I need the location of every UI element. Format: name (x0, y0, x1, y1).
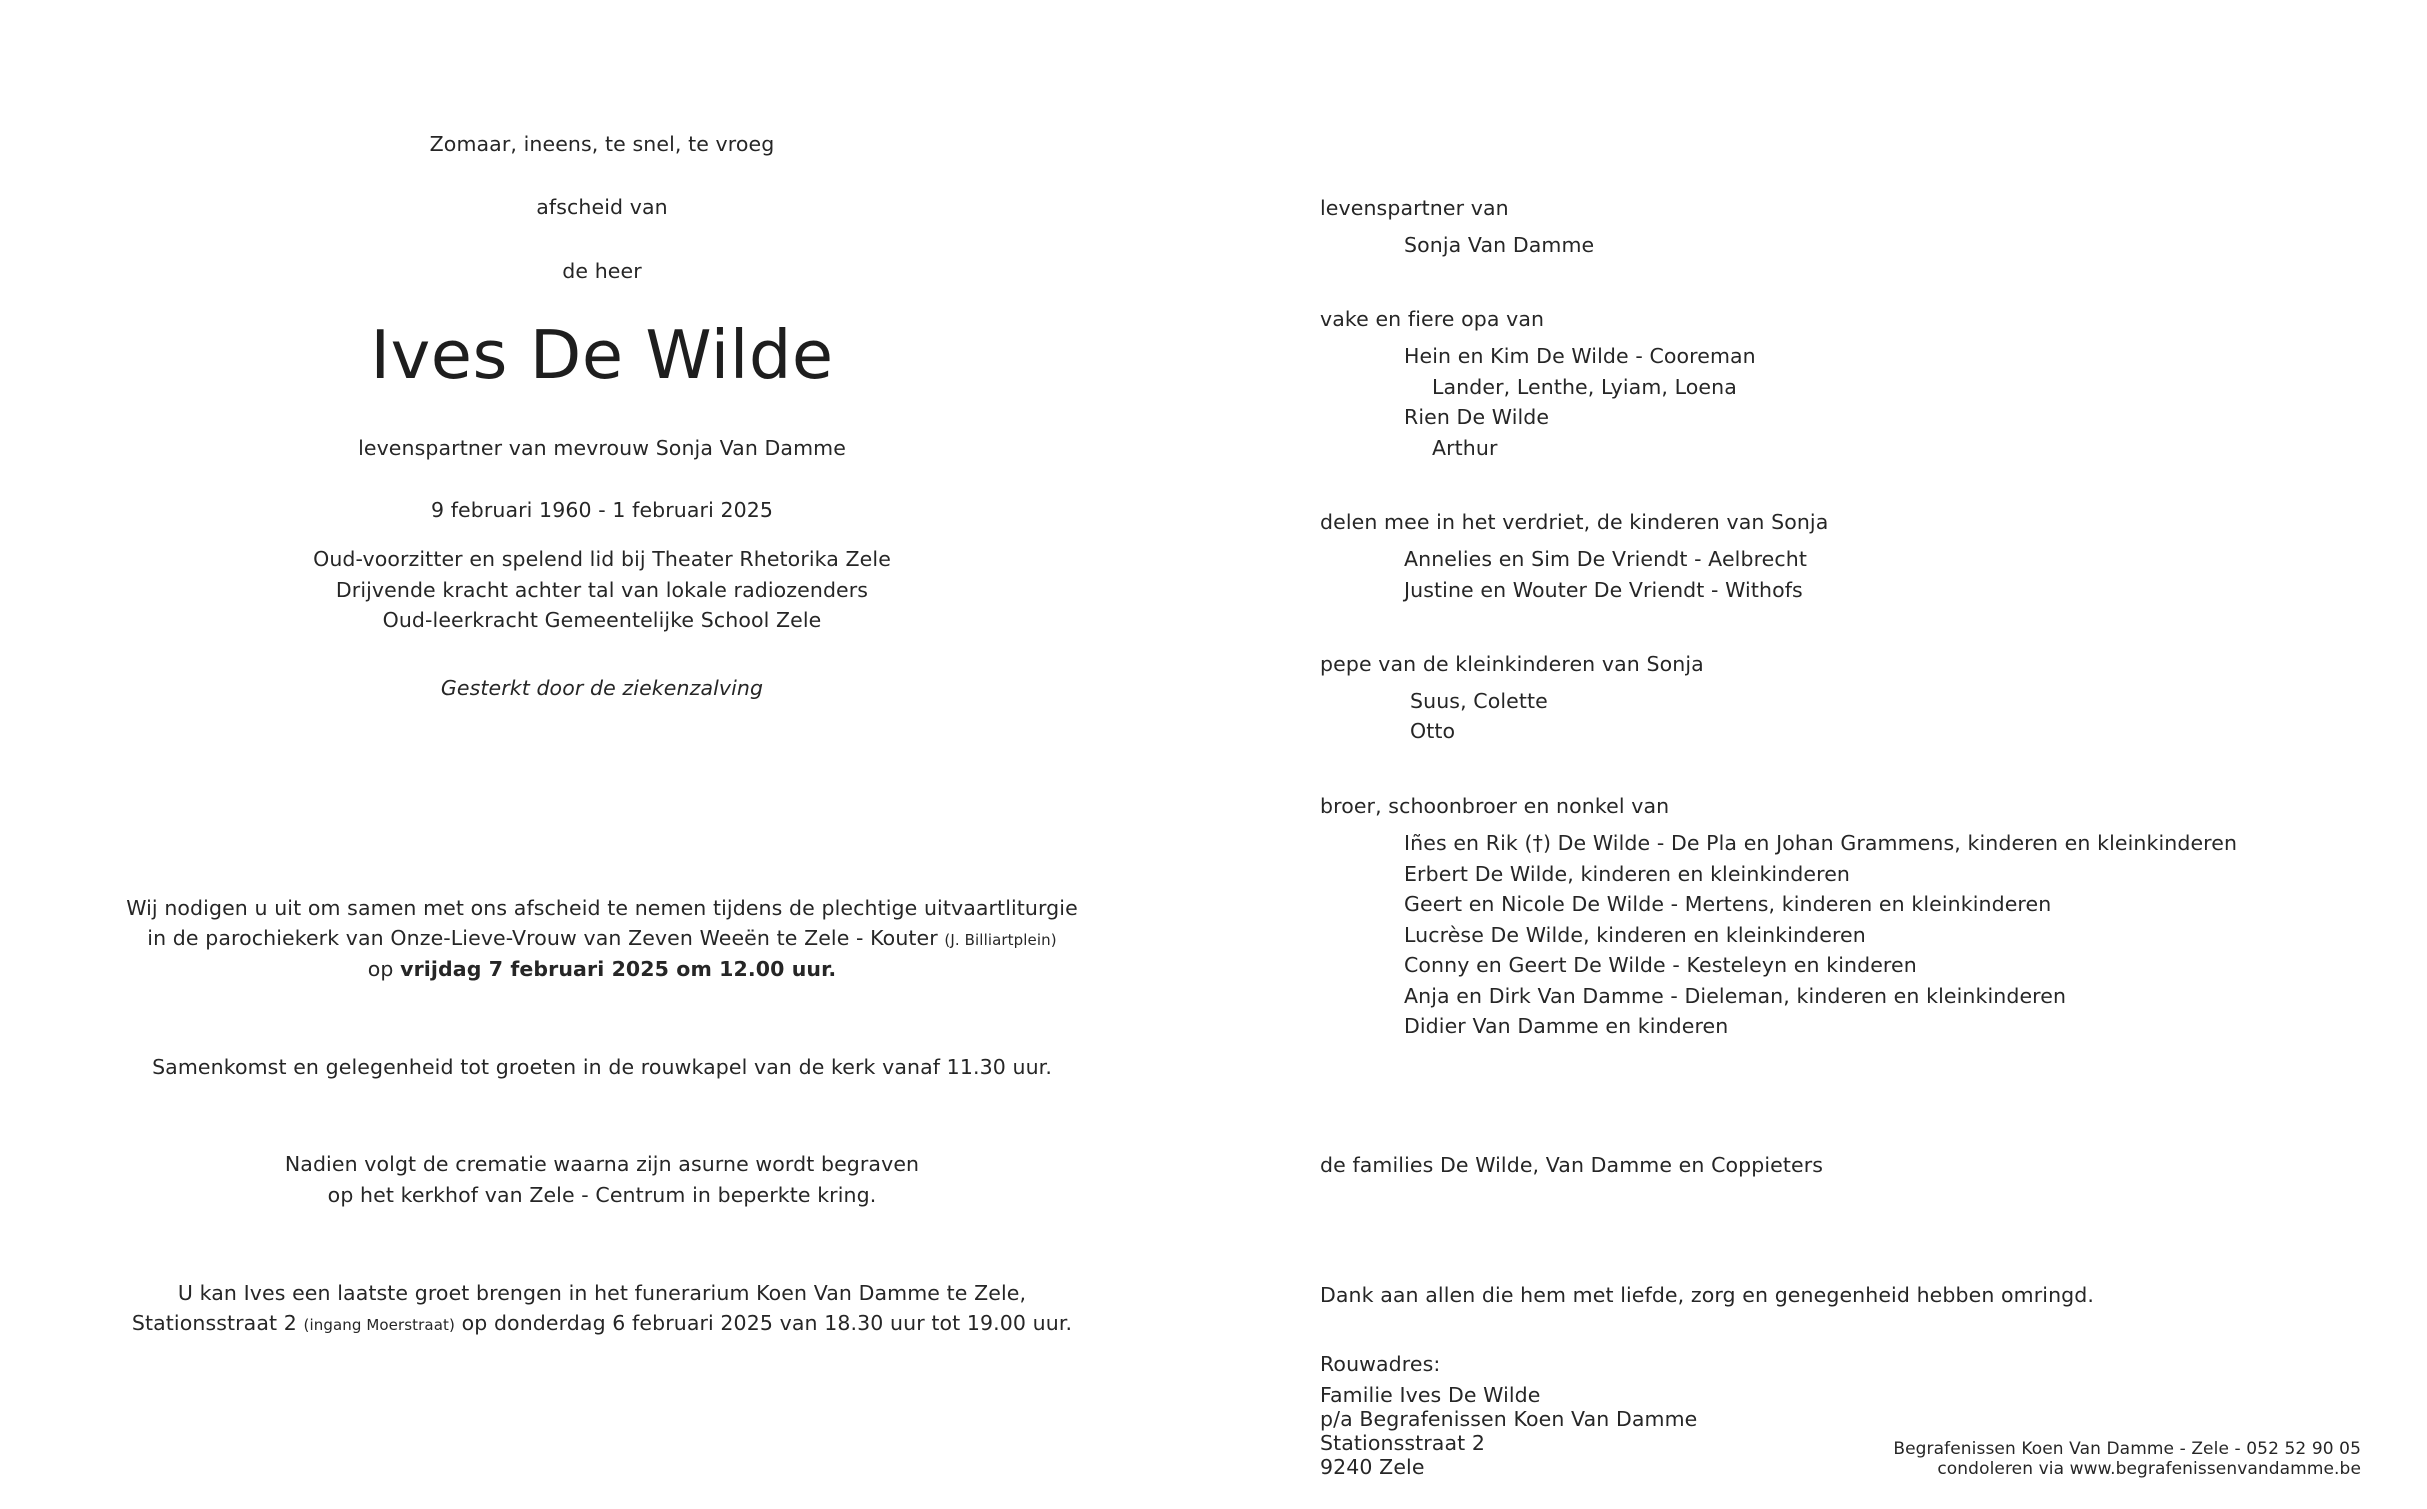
deceased-name: Ives De Wilde (370, 316, 834, 394)
grandpa-label: vake en fiere opa van (1320, 307, 1545, 331)
address-line: 9240 Zele (1320, 1455, 1425, 1479)
visit-time: op donderdag 6 februari 2025 van 18.30 uur tot 19.00 uur. (461, 1311, 1073, 1335)
invitation-line-2 (147, 928, 1056, 949)
pepe-label: pepe van de kleinkinderen van Sonja (1320, 652, 1704, 676)
sonja-children-label: delen mee in het verdriet, de kinderen van Sonja (1320, 510, 1829, 534)
date-prefix: op (367, 957, 394, 981)
family-member: Lucrèse De Wilde, kinderen en kleinkinderen (1404, 923, 1866, 947)
family-member: Erbert De Wilde, kinderen en kleinkinderen (1404, 862, 1851, 886)
role-line: Oud-leerkracht Gemeentelijke School Zele (382, 608, 822, 632)
address-line: Stationsstraat 2 (1320, 1431, 1486, 1455)
visit-entrance-note: (ingang Moerstraat) (303, 1316, 455, 1334)
farewell-line: afscheid van (536, 195, 668, 219)
role-line: Oud-voorzitter en spelend lid bij Theater Rhetorika Zele (313, 547, 891, 571)
family-member: Didier Van Damme en kinderen (1404, 1014, 1729, 1038)
partner-line: levenspartner van mevrouw Sonja Van Damme (358, 436, 846, 460)
family-member: Suus, Colette (1410, 689, 1548, 713)
partner-name: Sonja Van Damme (1404, 233, 1595, 257)
sacrament-line: Gesterkt door de ziekenzalving (440, 676, 764, 700)
cremation-line-1: Nadien volgt de crematie waarna zijn asurne wordt begraven (284, 1152, 920, 1176)
families-line: de families De Wilde, Van Damme en Coppieters (1320, 1153, 1824, 1177)
family-member: Conny en Geert De Wilde - Kesteleyn en kinderen (1404, 953, 1917, 977)
church-square-note: (J. Billiartplein) (944, 931, 1057, 949)
funeral-date: vrijdag 7 februari 2025 om 12.00 uur. (400, 957, 837, 981)
invitation-line-3 (368, 959, 837, 980)
visit-line-2 (132, 1313, 1072, 1334)
family-member: Hein en Kim De Wilde - Cooreman (1404, 344, 1756, 368)
church-text: in de parochiekerk van Onze-Lieve-Vrouw van Zeven Weeën te Zele - Kouter (147, 926, 938, 950)
family-member: Rien De Wilde (1404, 405, 1550, 429)
family-member: Anja en Dirk Van Damme - Dieleman, kinderen en kleinkinderen (1404, 984, 2067, 1008)
condolence-website: condoleren via www.begrafenissenvandamme.be (1937, 1459, 2361, 1479)
gathering-line: Samenkomst en gelegenheid tot groeten in de rouwkapel van de kerk vanaf 11.30 uur. (152, 1055, 1052, 1079)
role-line: Drijvende kracht achter tal van lokale radiozenders (335, 578, 869, 602)
thanks-line: Dank aan allen die hem met liefde, zorg en genegenheid hebben omringd. (1320, 1283, 2094, 1307)
family-member: Annelies en Sim De Vriendt - Aelbrecht (1404, 547, 1807, 571)
family-member: Otto (1410, 719, 1456, 743)
family-member: Lander, Lenthe, Lyiam, Loena (1432, 375, 1737, 399)
life-dates: 9 februari 1960 - 1 februari 2025 (430, 498, 774, 522)
cremation-line-2: op het kerkhof van Zele - Centrum in beperkte kring. (327, 1183, 877, 1207)
partner-label: levenspartner van (1320, 196, 1509, 220)
funeral-home-contact: Begrafenissen Koen Van Damme - Zele - 052 52 90 05 (1893, 1439, 2361, 1459)
address-label: Rouwadres: (1320, 1352, 1441, 1376)
visit-address: Stationsstraat 2 (131, 1311, 297, 1335)
title-line: de heer (562, 259, 642, 283)
address-line: Familie Ives De Wilde (1320, 1383, 1541, 1407)
family-member: Arthur (1432, 436, 1498, 460)
siblings-label: broer, schoonbroer en nonkel van (1320, 794, 1670, 818)
address-line: p/a Begrafenissen Koen Van Damme (1320, 1407, 1698, 1431)
family-member: Iñes en Rik (†) De Wilde - De Pla en Johan Grammens, kinderen en kleinkinderen (1404, 831, 2238, 855)
visit-line-1: U kan Ives een laatste groet brengen in het funerarium Koen Van Damme te Zele, (177, 1281, 1027, 1305)
family-member: Geert en Nicole De Wilde - Mertens, kinderen en kleinkinderen (1404, 892, 2052, 916)
opening-line: Zomaar, ineens, te snel, te vroeg (429, 132, 775, 156)
invitation-line-1: Wij nodigen u uit om samen met ons afscheid te nemen tijdens de plechtige uitvaartliturgie (126, 896, 1078, 920)
family-member: Justine en Wouter De Vriendt - Withofs (1404, 578, 1803, 602)
